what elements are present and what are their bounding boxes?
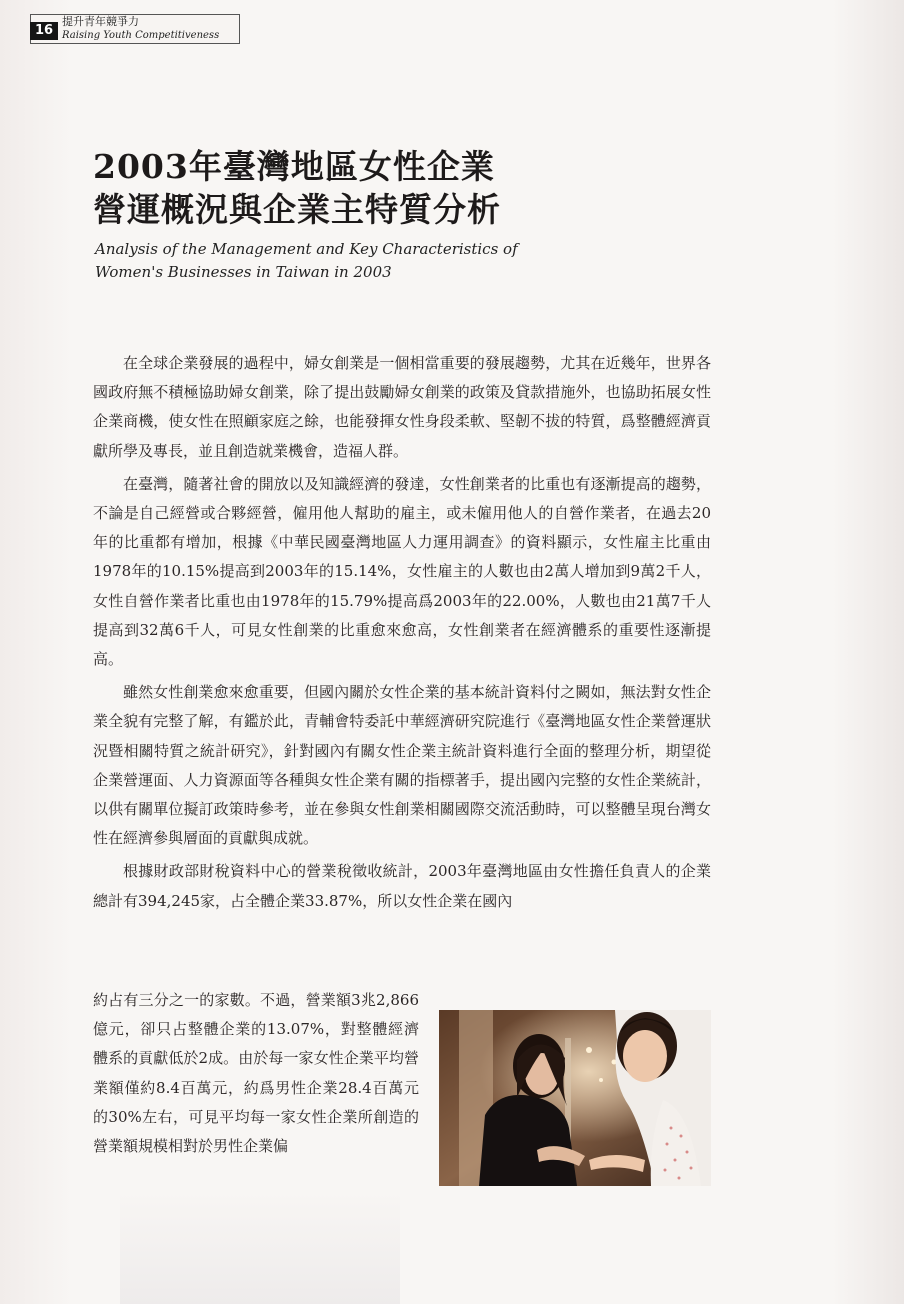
article-subtitle <box>95 238 655 284</box>
paragraph-continuation: 約占有三分之一的家數。不過，營業額3兆2,866億元，卻只占整體企業的13.07%，對整體經濟體系的貢獻低於2成。由於每一家女性企業平均營業額僅約8.4百萬元，約爲男性企業28.4百萬元的30%左右，可見平均每一家女性企業所創造的營業額規模相對於男性企業偏 <box>93 991 419 1156</box>
scan-shadow <box>120 1190 400 1304</box>
article-photo <box>439 1010 711 1186</box>
article-title <box>93 145 693 231</box>
paragraph: 雖然女性創業愈來愈重要，但國內關於女性企業的基本統計資料付之闕如，無法對女性企業全貌有完整了解，有鑑於此，青輔會特委託中華經濟研究院進行《臺灣地區女性企業營運狀況暨相關特質之統計研究》，針對國內有關女性企業主統計資料進行全面的整理分析，期望從企業營運面、人力資源面等各種與女性企業有關的指標著手，提出國內完整的女性企業統計，以供有關單位擬訂政策時參考，並在參與女性創業相關國際交流活動時，可以整體呈現台灣女性在經濟參與層面的貢獻與成就。 <box>93 683 711 848</box>
paragraph: 在全球企業發展的過程中，婦女創業是一個相當重要的發展趨勢，尤其在近幾年，世界各國政府無不積極協助婦女創業，除了提出鼓勵婦女創業的政策及貸款措施外，也協助拓展女性企業商機，使女性在照顧家庭之餘，也能發揮女性身段柔軟、堅韌不拔的特質，爲整體經濟貢獻所學及專長，並且創造就業機會，造福人群。 <box>93 354 711 460</box>
article-subtitle-line: Analysis of the Management and Key Characteristics of <box>95 240 518 258</box>
section-title-cn: 提升青年競爭力 <box>62 15 139 28</box>
article-subtitle-line: Women's Businesses in Taiwan in 2003 <box>95 263 392 281</box>
article-title-line: 營運概況與企業主特質分析 <box>93 190 501 229</box>
paragraph: 根據財政部財稅資料中心的營業稅徵收統計，2003年臺灣地區由女性擔任負責人的企業總計有394,245家，占全體企業33.87%，所以女性企業在國內 <box>93 862 711 910</box>
paragraph: 在臺灣，隨著社會的開放以及知識經濟的發達，女性創業者的比重也有逐漸提高的趨勢，不論是自己經營或合夥經營，僱用他人幫助的雇主，或未僱用他人的自營作業者，在過去20年的比重都有增加，根據《中華民國臺灣地區人力運用調查》的資料顯示，女性雇主比重由1978年的10.15%提高到2003年的15.14%，女性雇主的人數也由2萬人增加到9萬2千人，女性自營作業者比重也由1978年的15.79%提高爲2003年的22.00%，人數也由21萬7千人提高到32萬6千人，可見女性創業的比重愈來愈高，女性創業者在經濟體系的重要性逐漸提高。 <box>93 474 711 669</box>
article-body <box>93 349 711 920</box>
section-title-en: Raising Youth Competitiveness <box>62 30 220 41</box>
article-title-line: 2003年臺灣地區女性企業 <box>93 147 495 186</box>
page-number: 16 <box>30 22 58 40</box>
photo-illustration <box>439 1010 711 1186</box>
